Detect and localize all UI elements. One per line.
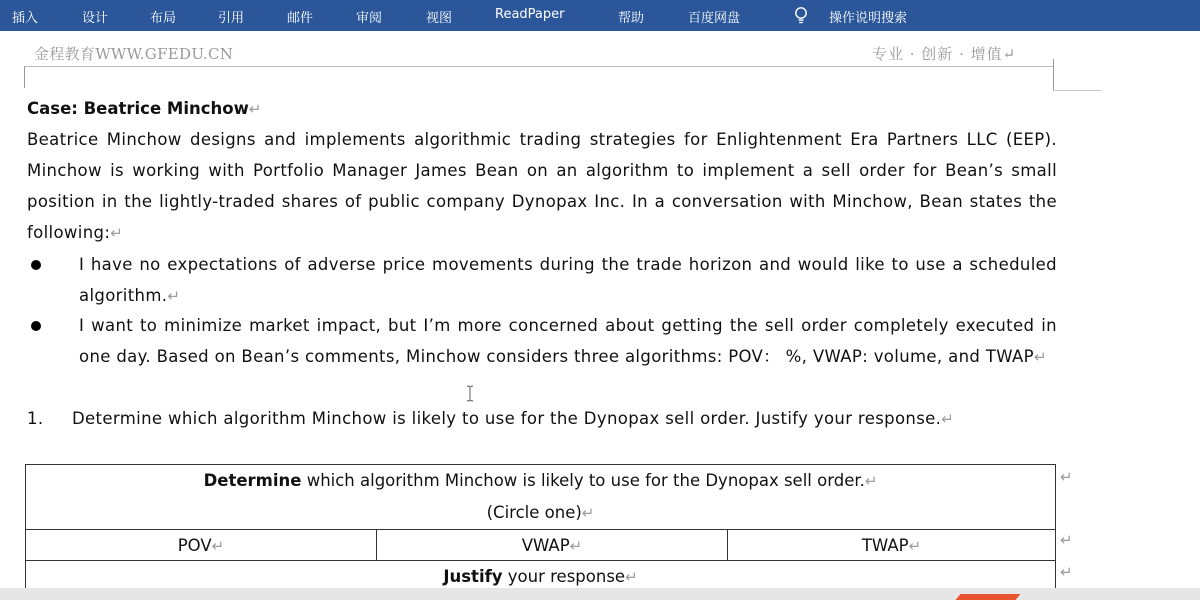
margin-corner-right: [1053, 59, 1054, 91]
tab-view[interactable]: 视图: [426, 11, 453, 26]
lightbulb-icon: [793, 6, 809, 24]
ribbon-menu-bar: [0, 0, 1200, 31]
search-operation-input[interactable]: 操作说明搜索: [829, 11, 908, 26]
bullet-dot-icon: [31, 260, 41, 270]
text-cursor-icon: [466, 385, 474, 402]
page-header-left: 金程教育WWW.GFEDU.CN: [34, 45, 234, 63]
bullet-dot-icon: [31, 321, 41, 331]
tab-layout[interactable]: 布局: [150, 11, 177, 26]
question-1: 1. Determine which algorithm Minchow is likely to use for the Dynopax sell order. Justify your response.↵: [27, 403, 1057, 435]
bullet-item: I want to minimize market impact, but I’m more concerned about getting the sell order completely executed in one day. Based on Bean’s comments, Minchow considers three algorithms: POV： %, VWAP: volume, and TWAP↵: [27, 310, 1057, 373]
tab-insert[interactable]: 插入: [12, 11, 39, 26]
margin-corner-right-horizontal: [1053, 90, 1101, 91]
row-end-mark: ↵: [1060, 563, 1073, 581]
margin-corner-left: [24, 66, 25, 88]
tab-references[interactable]: 引用: [218, 11, 245, 26]
header-rule: [24, 66, 1054, 67]
decorative-red-shape: [955, 594, 1020, 600]
document-page[interactable]: [0, 31, 1200, 588]
page-header-right: 专业 · 创新 · 增值↵: [872, 45, 1017, 63]
tab-mailings[interactable]: 邮件: [287, 11, 314, 26]
bullet-item: I have no expectations of adverse price movements during the trade horizon and would like to use a scheduled algorithm.↵: [27, 249, 1057, 312]
option-twap-cell[interactable]: TWAP↵: [728, 530, 1056, 561]
case-intro-paragraph: Beatrice Minchow designs and implements algorithmic trading strategies for Enlightenment Era Partners LLC (EEP). Minchow is working with Portfolio Manager James Bean on an algorithm to implement a sell order for Bean’s small position in the lightly-traded shares of public company Dynopax Inc. In a conversation with Minchow, Bean states the following:↵: [27, 130, 1057, 242]
question-number: 1.: [27, 409, 44, 428]
option-vwap-cell[interactable]: VWAP↵: [377, 530, 728, 561]
justify-cell[interactable]: Justify your response↵: [26, 561, 1056, 589]
tab-review[interactable]: 审阅: [356, 11, 383, 26]
tab-help[interactable]: 帮助: [618, 11, 645, 26]
case-title: Case: Beatrice Minchow↵: [27, 99, 262, 118]
paragraph-mark: ↵: [1002, 45, 1017, 63]
option-pov-cell[interactable]: POV↵: [26, 530, 377, 561]
answer-table: [25, 464, 1056, 588]
row-end-mark: ↵: [1060, 531, 1073, 549]
tab-readpaper[interactable]: ReadPaper: [495, 7, 565, 22]
tab-design[interactable]: 设计: [82, 11, 109, 26]
tab-baidu-netdisk[interactable]: 百度网盘: [688, 11, 741, 26]
answer-table-header: Determine which algorithm Minchow is likely to use for the Dynopax sell order.↵ (Circle one)↵: [26, 465, 1056, 530]
row-end-mark: ↵: [1060, 468, 1073, 486]
